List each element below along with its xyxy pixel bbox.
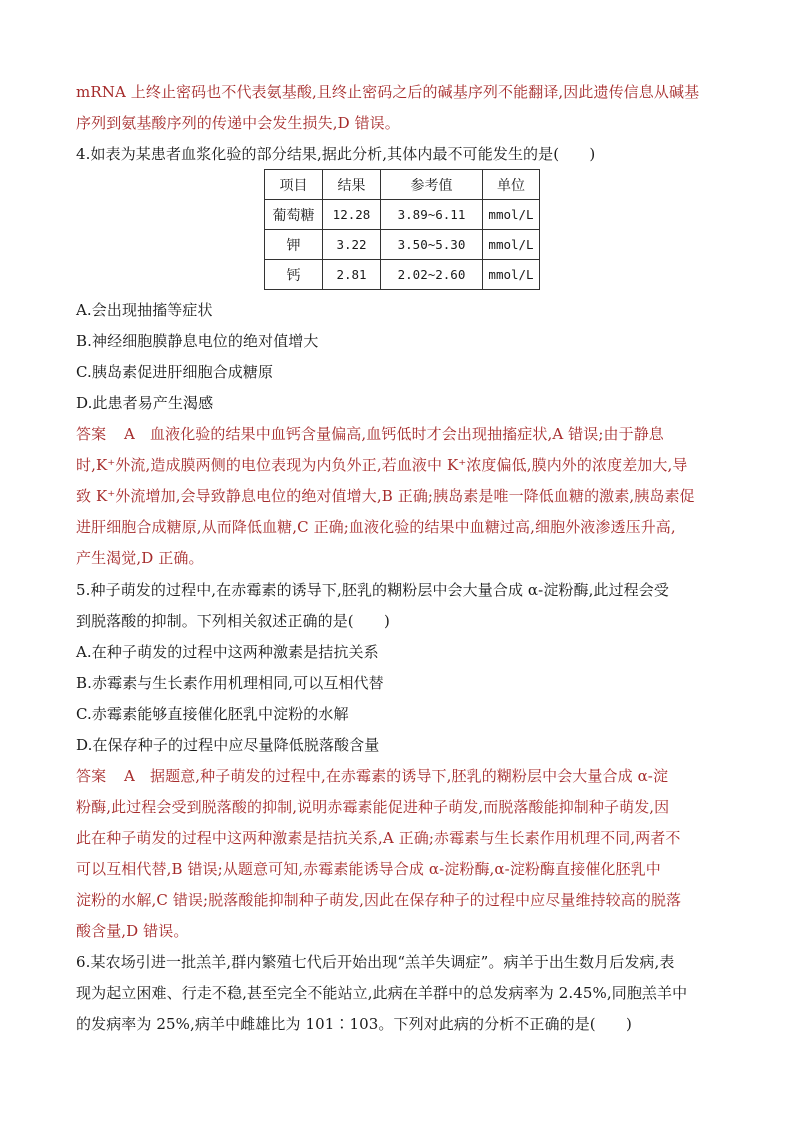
- option-c: C.胰岛素促进肝细胞合成糖原: [76, 363, 274, 381]
- answer-text: 血液化验的结果中血钙含量偏高,血钙低时才会出现抽搐症状,A 错误;由于静息: [150, 425, 664, 443]
- table-cell: 12.28: [323, 200, 381, 230]
- question-5-stem: 5.种子萌发的过程中,在赤霉素的诱导下,胚乳的糊粉层中会大量合成 α-淀粉酶,此过程会受: [76, 581, 669, 599]
- table-cell: 钙: [265, 260, 323, 290]
- table-row: [265, 200, 540, 230]
- table-header-cell: 单位: [483, 170, 540, 200]
- question-5-stem: 到脱落酸的抑制。下列相关叙述正确的是( ): [76, 612, 390, 630]
- table-row: [265, 230, 540, 260]
- option-b: B.神经细胞膜静息电位的绝对值增大: [76, 332, 319, 350]
- answer-text: 致 K⁺外流增加,会导致静息电位的绝对值增大,B 正确;胰岛素是唯一降低血糖的激素,胰岛素促: [76, 487, 695, 505]
- lab-results-table: [264, 169, 540, 290]
- answer-text: 此在种子萌发的过程中这两种激素是拮抗关系,A 正确;赤霉素与生长素作用机理不同,两者不: [76, 829, 681, 847]
- table-cell: 钾: [265, 230, 323, 260]
- text-line: mRNA 上终止密码也不代表氨基酸,且终止密码之后的碱基序列不能翻译,因此遗传信息从碱基: [76, 83, 700, 101]
- table-cell: mmol/L: [483, 200, 540, 230]
- answer-text: 进肝细胞合成糖原,从而降低血糖,C 正确;血液化验的结果中血糖过高,细胞外液渗透压升高,: [76, 518, 676, 536]
- table-row: [265, 260, 540, 290]
- answer-5-line: [76, 766, 726, 786]
- answer-letter: A: [124, 425, 135, 443]
- answer-letter: A: [124, 767, 135, 785]
- option-a: A.会出现抽搐等症状: [76, 301, 213, 319]
- table-cell: 2.81: [323, 260, 381, 290]
- answer-text: 据题意,种子萌发的过程中,在赤霉素的诱导下,胚乳的糊粉层中会大量合成 α-淀: [150, 767, 669, 785]
- text-line: 序列到氨基酸序列的传递中会发生损失,D 错误。: [76, 114, 400, 132]
- answer-text: 酸含量,D 错误。: [76, 922, 189, 940]
- table-cell: 2.02~2.60: [381, 260, 483, 290]
- table-cell: 3.89~6.11: [381, 200, 483, 230]
- table-cell: mmol/L: [483, 260, 540, 290]
- question-6-stem: 现为起立困难、行走不稳,甚至完全不能站立,此病在羊群中的总发病率为 2.45%,同胞羔羊中: [76, 984, 688, 1002]
- question-6-stem: 6.某农场引进一批羔羊,群内繁殖七代后开始出现“羔羊失调症”。病羊于出生数月后发病,表: [76, 953, 675, 971]
- answer-4-line: [76, 424, 726, 444]
- answer-text: 时,K⁺外流,造成膜两侧的电位表现为内负外正,若血液中 K⁺浓度偏低,膜内外的浓度差加大,导: [76, 456, 688, 474]
- option-d: D.此患者易产生渴感: [76, 394, 214, 412]
- option-d: D.在保存种子的过程中应尽量降低脱落酸含量: [76, 736, 380, 754]
- question-6-stem: 的发病率为 25%,病羊中雌雄比为 101∶103。下列对此病的分析不正确的是( ): [76, 1015, 632, 1033]
- table-header-cell: 结果: [323, 170, 381, 200]
- table-header-cell: 参考值: [381, 170, 483, 200]
- question-4-stem: 4.如表为某患者血浆化验的部分结果,据此分析,其体内最不可能发生的是( ): [76, 145, 596, 163]
- table-header-cell: 项目: [265, 170, 323, 200]
- table-cell: mmol/L: [483, 230, 540, 260]
- answer-text: 可以互相代替,B 错误;从题意可知,赤霉素能诱导合成 α-淀粉酶,α-淀粉酶直接催化胚乳中: [76, 860, 661, 878]
- table-cell: 葡萄糖: [265, 200, 323, 230]
- answer-text: 粉酶,此过程会受到脱落酸的抑制,说明赤霉素能促进种子萌发,而脱落酸能抑制种子萌发,因: [76, 798, 670, 816]
- option-b: B.赤霉素与生长素作用机理相同,可以互相代替: [76, 674, 384, 692]
- answer-label: 答案: [76, 425, 107, 443]
- option-c: C.赤霉素能够直接催化胚乳中淀粉的水解: [76, 705, 349, 723]
- option-a: A.在种子萌发的过程中这两种激素是拮抗关系: [76, 643, 379, 661]
- answer-text: 产生渴觉,D 正确。: [76, 549, 204, 567]
- table-cell: 3.22: [323, 230, 381, 260]
- table-cell: 3.50~5.30: [381, 230, 483, 260]
- answer-label: 答案: [76, 767, 107, 785]
- answer-text: 淀粉的水解,C 错误;脱落酸能抑制种子萌发,因此在保存种子的过程中应尽量维持较高的脱落: [76, 891, 682, 909]
- table-header-row: [265, 170, 540, 200]
